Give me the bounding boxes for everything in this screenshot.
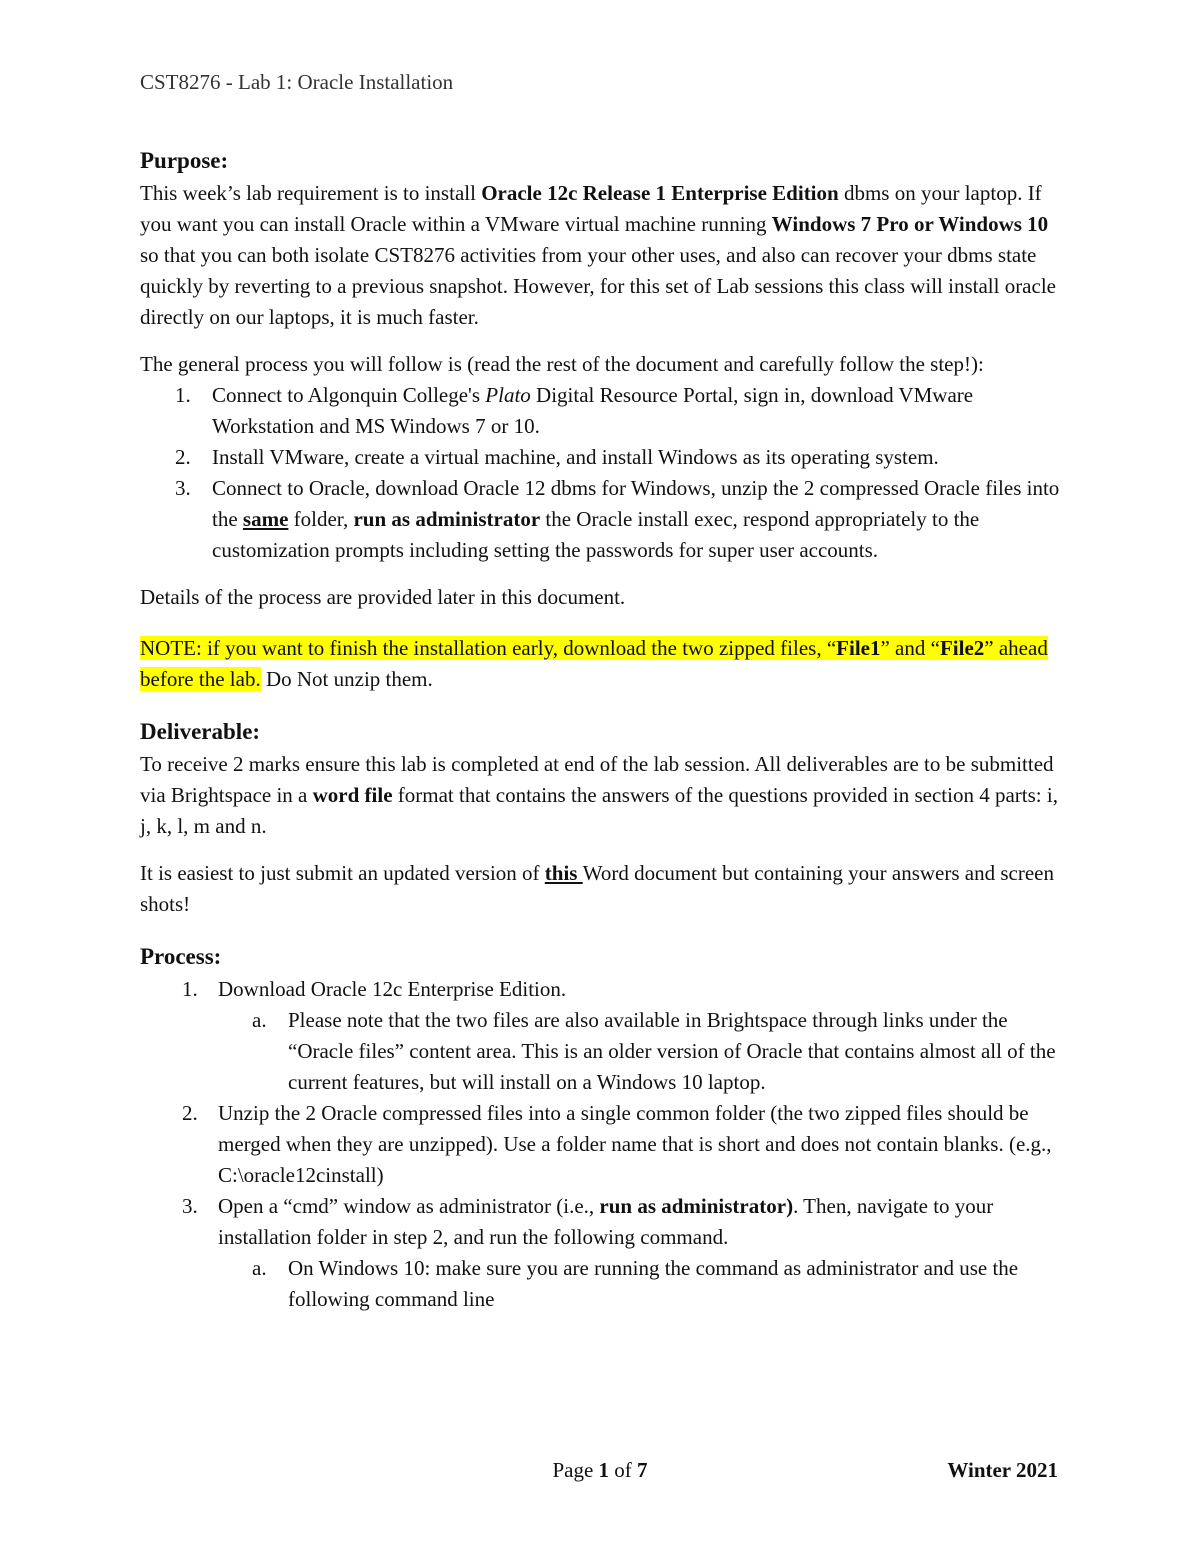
highlighted-note: NOTE: if you want to finish the installation early, download the two zipped files, “File1” and “File2” ahead before the lab. Do Not unzip them. (140, 636, 1048, 691)
general-process-list (140, 380, 1065, 566)
list-subitem: a. Please note that the two files are also available in Brightspace through links under the “Oracle files” content area. This is an older version of Oracle that contains almost all of the current features, but will install on a Windows 10 laptop. (252, 1008, 1056, 1094)
purpose-paragraph: This week’s lab requirement is to install Oracle 12c Release 1 Enterprise Edition dbms on your laptop. If you want you can install Oracle within a VMware virtual machine running Windows 7 Pro or Windows 10 so that you can both isolate CST8276 activities from your other uses, and also can recover your dbms state quickly by reverting to a previous snapshot. However, for this set of Lab sessions this class will install oracle directly on our laptops, it is much faster. (140, 181, 1056, 329)
list-item: 2. Unzip the 2 Oracle compressed files into a single common folder (the two zipped files should be merged when they are unzipped). Use a folder name that is short and does not contain blanks. (e.g., C:\oracle12cinstall) (182, 1101, 1052, 1187)
general-process-intro: The general process you will follow is (read the rest of the document and carefully follow the step!): (140, 352, 984, 376)
term-label: Winter 2021 (947, 1458, 1058, 1482)
list-item: 2. Install VMware, create a virtual machine, and install Windows as its operating system. (175, 445, 939, 469)
deliverable-heading: Deliverable: (140, 719, 261, 744)
process-heading: Process: (140, 944, 222, 969)
list-subitem: a. On Windows 10: make sure you are running the command as administrator and use the following command line (252, 1256, 1019, 1311)
page-number: Page 1 of 7 (552, 1458, 648, 1482)
list-item: 1. Connect to Algonquin College's Plato Digital Resource Portal, sign in, download VMware Workstation and MS Windows 7 or 10. (175, 383, 974, 438)
list-item: 3. Connect to Oracle, download Oracle 12 dbms for Windows, unzip the 2 compressed Oracle files into the same folder, run as administrator the Oracle install exec, respond appropriately to the customization prompts including setting the passwords for super user accounts. (175, 476, 1060, 562)
running-header: CST8276 - Lab 1: Oracle Installation (140, 70, 454, 94)
document-body (140, 144, 1065, 1315)
list-item: 3. Open a “cmd” window as administrator (i.e., run as administrator). Then, navigate to your installation folder in step 2, and run the following command. (182, 1194, 994, 1249)
list-item: 1. Download Oracle 12c Enterprise Edition. (182, 977, 567, 1001)
submission-tip: It is easiest to just submit an updated version of this Word document but containing your answers and screen shots! (140, 861, 1054, 916)
purpose-heading: Purpose: (140, 148, 229, 173)
deliverable-paragraph: To receive 2 marks ensure this lab is completed at end of the lab session. All deliverables are to be submitted via Brightspace in a word file format that contains the answers of the questions provided in section 4 parts: i, j, k, l, m and n. (140, 752, 1058, 838)
details-note: Details of the process are provided later in this document. (140, 585, 626, 609)
process-list (140, 974, 1065, 1315)
